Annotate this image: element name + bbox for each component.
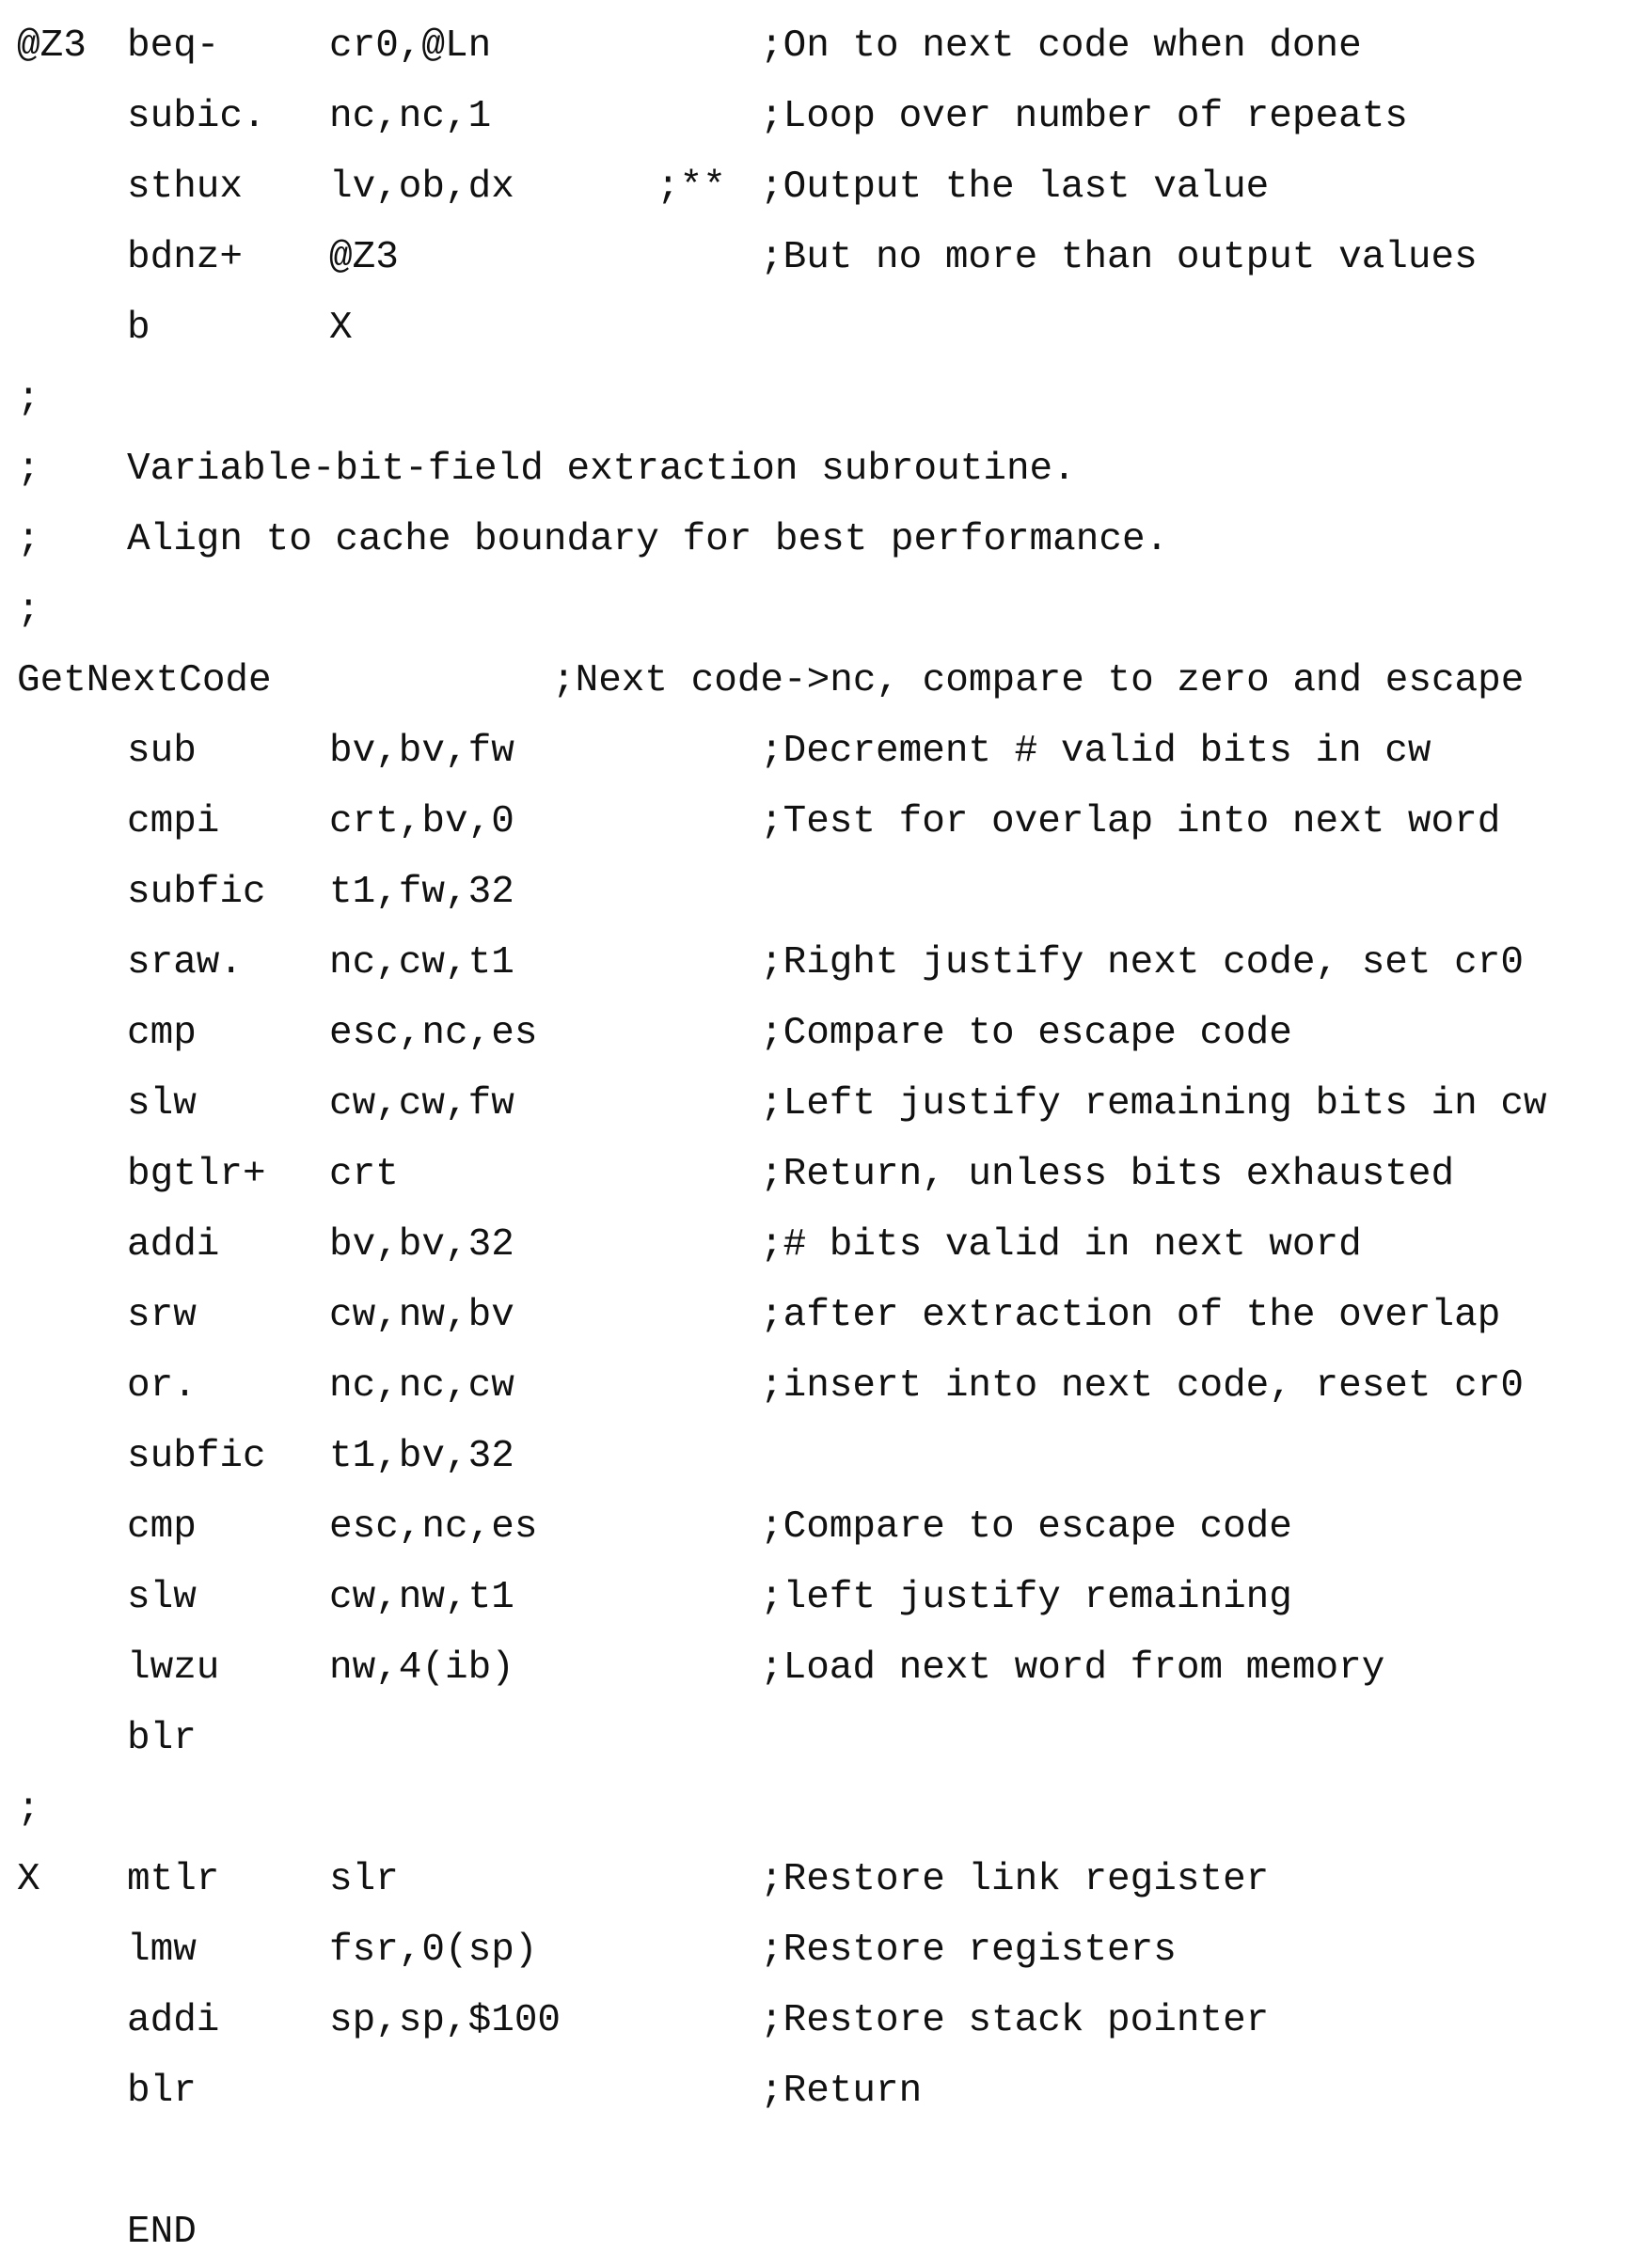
comment: ;But no more than output values (760, 223, 1478, 293)
mnemonic: cmp (127, 999, 197, 1069)
operands: X (329, 293, 353, 364)
code-line (0, 1633, 1629, 1704)
operands: t1,bv,32 (329, 1422, 514, 1492)
line-label: ; (17, 575, 40, 646)
code-line (0, 646, 1629, 717)
mnemonic: END (127, 2197, 197, 2268)
mnemonic: b (127, 293, 150, 364)
code-line (0, 1915, 1629, 1986)
comment: ;left justify remaining (760, 1563, 1292, 1633)
operands: crt (329, 1140, 399, 1210)
code-line (0, 1422, 1629, 1492)
code-line (0, 1210, 1629, 1281)
comment: ;Restore link register (760, 1845, 1269, 1915)
mnemonic: bgtlr+ (127, 1140, 266, 1210)
operands: nc,nc,cw (329, 1351, 514, 1422)
operands: t1,fw,32 (329, 858, 514, 928)
line-label: ; (17, 364, 40, 434)
operands: esc,nc,es (329, 1492, 537, 1563)
comment: ;Decrement # valid bits in cw (760, 717, 1431, 787)
mnemonic: slw (127, 1563, 197, 1633)
comment: ;On to next code when done (760, 11, 1362, 82)
mnemonic: beq- (127, 11, 219, 82)
code-line (0, 505, 1629, 575)
operands: crt,bv,0 (329, 787, 514, 858)
operands: nc,cw,t1 (329, 928, 514, 999)
code-line (0, 1774, 1629, 1845)
comment: ;Restore registers (760, 1915, 1177, 1986)
code-line (0, 2197, 1629, 2268)
comment: ;# bits valid in next word (760, 1210, 1362, 1281)
code-line (0, 434, 1629, 505)
line-label: @Z3 (17, 11, 87, 82)
code-line (0, 223, 1629, 293)
operands: cw,cw,fw (329, 1069, 514, 1140)
mnemonic: cmp (127, 1492, 197, 1563)
code-line (0, 1069, 1629, 1140)
mnemonic: subfic (127, 858, 266, 928)
mnemonic: lmw (127, 1915, 197, 1986)
comment: ;Load next word from memory (760, 1633, 1384, 1704)
code-line (0, 2056, 1629, 2127)
comment: ;Restore stack pointer (760, 1986, 1269, 2056)
mnemonic: or. (127, 1351, 197, 1422)
comment: ;Loop over number of repeats (760, 82, 1408, 152)
code-line (0, 1563, 1629, 1633)
mnemonic: srw (127, 1281, 197, 1351)
code-line (0, 1986, 1629, 2056)
operands: nw,4(ib) (329, 1633, 514, 1704)
operands: cr0,@Ln (329, 11, 491, 82)
line-label: X (17, 1845, 40, 1915)
code-line (0, 999, 1629, 1069)
operands: fsr,0(sp) (329, 1915, 537, 1986)
comment: ;Return (760, 2056, 922, 2127)
code-line (0, 364, 1629, 434)
marker: ;** (656, 152, 726, 223)
comment: ;Next code->nc, compare to zero and escape (552, 646, 1524, 717)
code-line (0, 1492, 1629, 1563)
line-label: ; (17, 505, 40, 575)
mnemonic: slw (127, 1069, 197, 1140)
code-line (0, 152, 1629, 223)
comment: ;Right justify next code, set cr0 (760, 928, 1524, 999)
code-line (0, 11, 1629, 82)
code-line (0, 928, 1629, 999)
code-line (0, 575, 1629, 646)
mnemonic: addi (127, 1210, 219, 1281)
mnemonic: subfic (127, 1422, 266, 1492)
operands: slr (329, 1845, 399, 1915)
code-line (0, 82, 1629, 152)
comment: ;Output the last value (760, 152, 1269, 223)
comment: ;Test for overlap into next word (760, 787, 1500, 858)
code-line (0, 1704, 1629, 1774)
mnemonic: bdnz+ (127, 223, 243, 293)
operands: bv,bv,fw (329, 717, 514, 787)
comment: ;insert into next code, reset cr0 (760, 1351, 1524, 1422)
line-label: GetNextCode (17, 646, 272, 717)
code-line (0, 787, 1629, 858)
mnemonic: Variable-bit-field extraction subroutine. (127, 434, 1076, 505)
mnemonic: blr (127, 1704, 197, 1774)
operands: lv,ob,dx (329, 152, 514, 223)
mnemonic: blr (127, 2056, 197, 2127)
operands: cw,nw,t1 (329, 1563, 514, 1633)
comment: ;Compare to escape code (760, 999, 1292, 1069)
operands: cw,nw,bv (329, 1281, 514, 1351)
operands: sp,sp,$100 (329, 1986, 561, 2056)
code-line (0, 717, 1629, 787)
mnemonic: addi (127, 1986, 219, 2056)
mnemonic: sthux (127, 152, 243, 223)
mnemonic: subic. (127, 82, 266, 152)
comment: ;Compare to escape code (760, 1492, 1292, 1563)
comment: ;after extraction of the overlap (760, 1281, 1500, 1351)
operands: @Z3 (329, 223, 399, 293)
mnemonic: lwzu (127, 1633, 219, 1704)
code-line (0, 1845, 1629, 1915)
code-line (0, 858, 1629, 928)
code-line (0, 1351, 1629, 1422)
operands: bv,bv,32 (329, 1210, 514, 1281)
mnemonic: Align to cache boundary for best performance. (127, 505, 1168, 575)
line-label: ; (17, 1774, 40, 1845)
operands: nc,nc,1 (329, 82, 491, 152)
mnemonic: cmpi (127, 787, 219, 858)
operands: esc,nc,es (329, 999, 537, 1069)
mnemonic: sraw. (127, 928, 243, 999)
code-line (0, 1140, 1629, 1210)
mnemonic: sub (127, 717, 197, 787)
comment: ;Return, unless bits exhausted (760, 1140, 1454, 1210)
code-line (0, 2127, 1629, 2197)
code-line (0, 293, 1629, 364)
mnemonic: mtlr (127, 1845, 219, 1915)
code-line (0, 1281, 1629, 1351)
comment: ;Left justify remaining bits in cw (760, 1069, 1547, 1140)
line-label: ; (17, 434, 40, 505)
